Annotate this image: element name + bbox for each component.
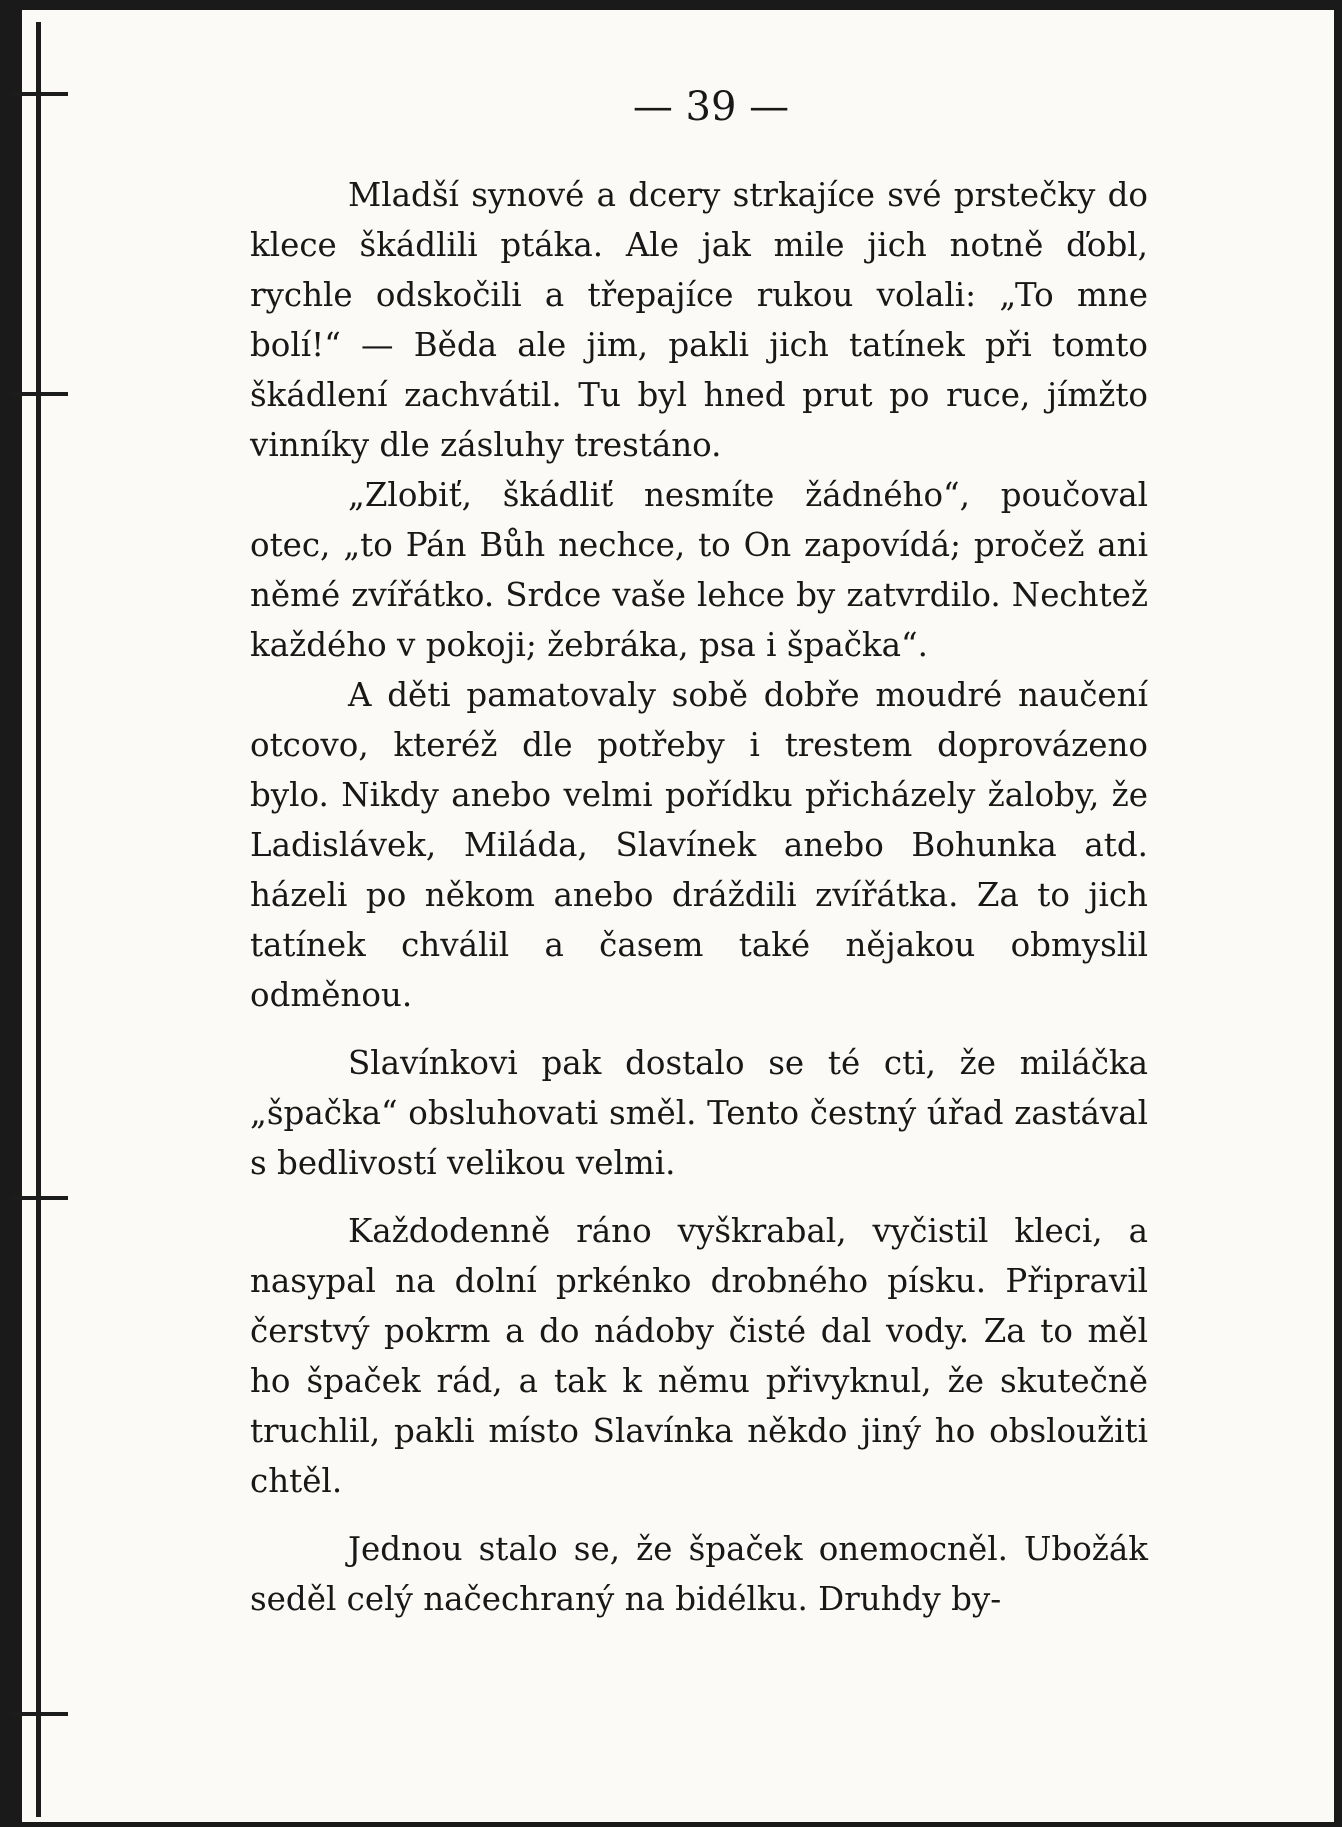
binding-mark [10, 1712, 68, 1716]
paragraph: A děti pamatovaly sobě dobře moudré naučení otcovo, kteréž dle potřeby i trestem doprovázeno bylo. Nikdy anebo velmi pořídku přicházely žaloby, že Ladislávek, Miláda, Slavínek anebo Bohunka atd. házeli po někom anebo dráždili zvířátka. Za to jich tatínek chválil a časem také nějakou obmyslil odměnou. [250, 676, 1148, 1014]
paragraph: Každodenně ráno vyškrabal, vyčistil kleci, a nasypal na dolní prkénko drobného písku. Připravil čerstvý pokrm a do nádoby čisté dal vody. Za to měl ho špaček rád, a tak k němu přivyknul, že skutečně truchlil, pakli místo Slavínka někdo jiný ho obsloužiti chtěl. [250, 1212, 1148, 1500]
binding-edge [36, 22, 41, 1817]
paragraph: Jednou stalo se, že špaček onemocněl. Ubožák seděl celý načechraný na bidélku. Druhdy by- [250, 1530, 1148, 1618]
page-number: — 39 — [632, 84, 790, 130]
binding-mark [10, 1196, 68, 1200]
paragraph: Mladší synové a dcery strkajíce své prstečky do klece škádlili ptáka. Ale jak mile jich notně ďobl, rychle odskočili a třepajíce rukou volali: „To mne bolí!“ — Běda ale jim, pakli jich tatínek při tomto škádlení zachvátil. Tu byl hned prut po ruce, jímžto vinníky dle zásluhy trestáno. [250, 176, 1148, 464]
paragraph: Slavínkovi pak dostalo se té cti, že miláčka „špačka“ obsluhovati směl. Tento čestný úřad zastával s bedlivostí velikou velmi. [250, 1044, 1148, 1182]
paragraph: „Zlobiť, škádliť nesmíte žádného“, poučoval otec, „to Pán Bůh nechce, to On zapovídá; pročež ani němé zvířátko. Srdce vaše lehce by zatvrdilo. Nechtež každého v pokoji; žebráka, psa i špačka“. [250, 476, 1148, 664]
body-text [250, 170, 1148, 1624]
binding-mark [10, 392, 68, 396]
